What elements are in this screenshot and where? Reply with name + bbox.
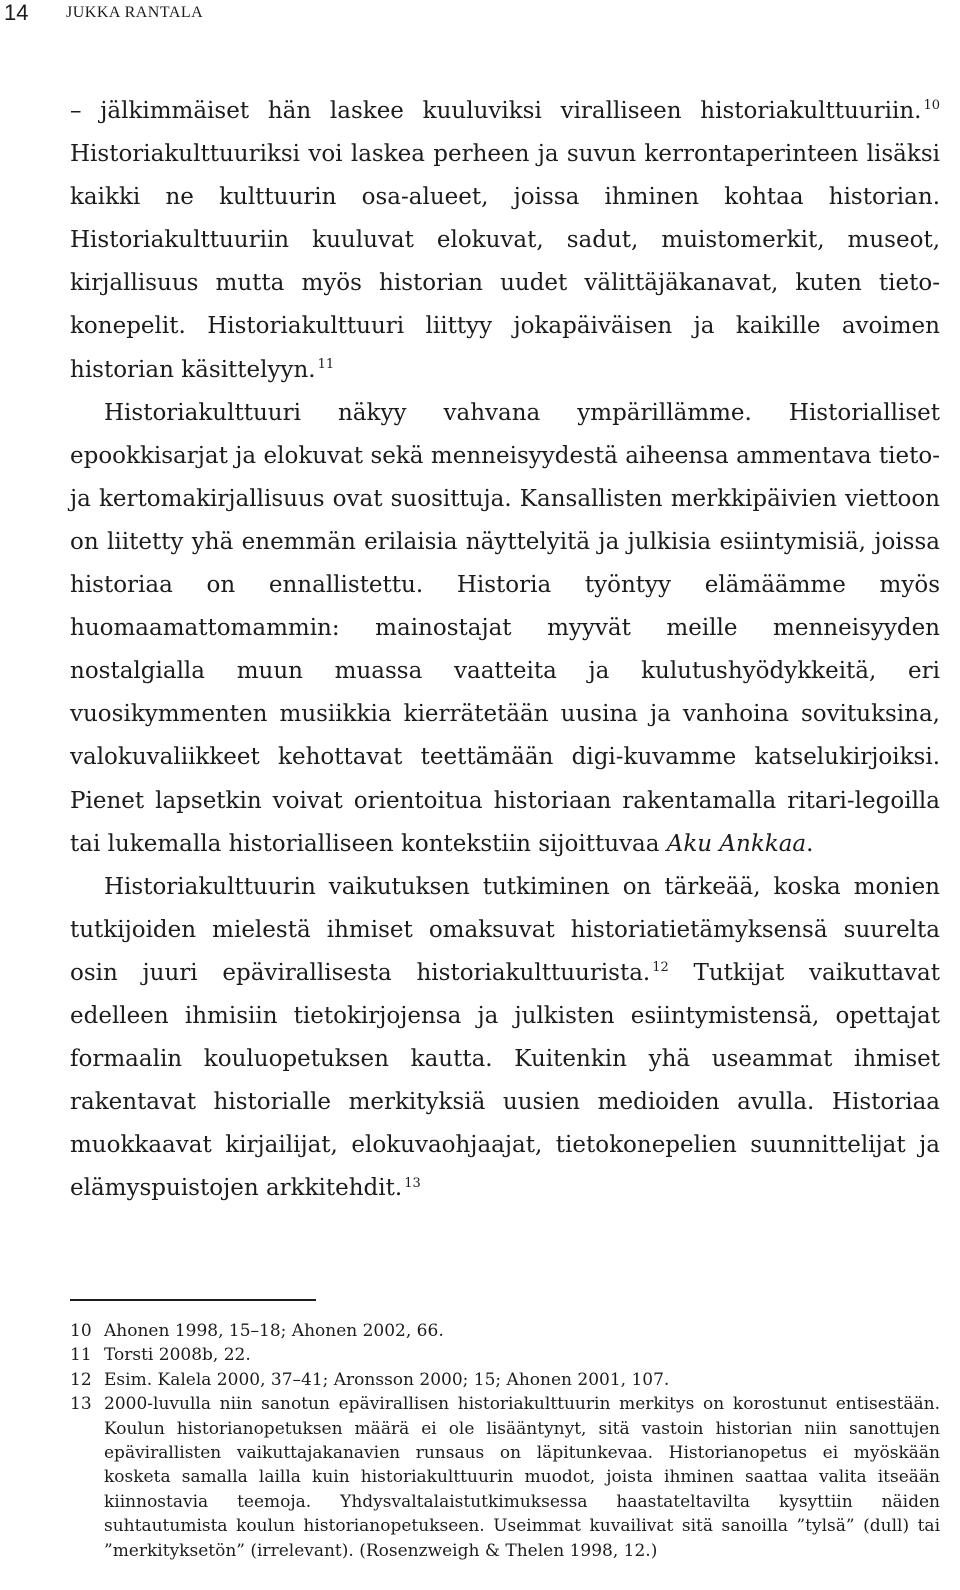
footnote-text: Ahonen 1998, 15–18; Ahonen 2002, 66. xyxy=(104,1321,444,1341)
text-run: Historiakulttuuriksi voi laskea perheen ja suvun kerrontaperinteen lisäksi kaikki ne kulttuurin osa-alueet, joissa ihminen kohtaa historian. Historiakulttuuriin kuuluvat elokuvat, sadut, muistomerkit, museot, kirjallisuus mutta myös historian uudet välittäjäkanavat, kuten tietokonepelit. Historiakulttuuri liittyy jokapäiväisen ja kaikille avoimen historian käsittelyyn. xyxy=(70,141,940,383)
footnote-text: 2000-luvulla niin sanotun epävirallisen historiakulttuurin merkitys on korostunut entisestään. Koulun historianopetuksen määrä ei ole lisääntynyt, sitä vastoin historian niin sanottujen epävirallisten vaikuttajakanavien runsaus on läpitunkevaa. Historianopetus ei myöskään kosketa samalla lailla kuin historiakulttuurin muodot, joista ihminen saattaa valita itseään kiinnostavia teemoja. Yhdysvaltalaistutkimuksessa haastateltavilta kysyttiin näiden suhtautumista koulun historianopetukseen. Useimmat kuvailivat sitä sanoilla ”tylsä” (dull) tai ”merkityksetön” (irrelevant). (Rosenzweigh & Thelen 1998, 12.) xyxy=(104,1394,940,1561)
italic-title: Aku Ankkaa xyxy=(666,830,807,857)
footnote-ref: 12 xyxy=(652,960,669,976)
paragraph xyxy=(70,392,940,866)
footnote-number: 11 xyxy=(70,1345,92,1366)
running-head: JUKKA RANTALA xyxy=(66,4,204,21)
footnote-number: 13 xyxy=(70,1394,92,1415)
footnote-number: 12 xyxy=(70,1369,92,1390)
footnote-ref: 11 xyxy=(317,356,335,372)
page-number: 14 xyxy=(4,0,29,25)
footnote xyxy=(70,1392,940,1563)
body-text xyxy=(70,90,940,1210)
text-run: Tutkijat vaikuttavat edelleen ihmisiin tietokirjojensa ja julkisten esiintymistensä, opettajat formaalin kouluopetuksen kautta. Kuitenkin yhä useammat ihmiset rakentavat historialle merkityksiä uusien medioiden avulla. Historiaa muokkaavat kirjailijat, elokuvaohjaajat, tietokonepelien suunnittelijat ja elämyspuistojen arkkitehdit. xyxy=(70,959,941,1202)
page-header xyxy=(0,0,960,26)
footnote xyxy=(70,1319,940,1343)
text-run: Historiakulttuurin vaikutuksen tutkiminen on tärkeää, koska monien tutkijoiden mielestä ihmiset omaksuvat historiatietämyksensä suurelta osin juuri epävirallisesta historiakulttuurista. xyxy=(70,873,940,986)
footnote-text: Torsti 2008b, 22. xyxy=(104,1345,251,1366)
footnote-ref: 10 xyxy=(923,98,940,114)
footnote xyxy=(70,1343,940,1367)
footnote-text: Esim. Kalela 2000, 37–41; Aronsson 2000; 15; Ahonen 2001, 107. xyxy=(104,1369,670,1390)
footnote xyxy=(70,1368,940,1392)
text-run: – jälkimmäiset hän laskee kuuluviksi viralliseen historiakulttuuriin. xyxy=(70,98,922,124)
footnote-separator xyxy=(70,1299,316,1301)
paragraph xyxy=(70,866,940,1211)
footnotes xyxy=(70,1319,940,1563)
footnote-number: 10 xyxy=(70,1321,92,1341)
text-run: Historiakulttuuri näkyy vahvana ympärillämme. Historialliset epookkisarjat ja elokuvat sekä menneisyydestä aiheensa ammentava tieto- ja kertomakirjallisuus ovat suosittuja. Kansallisten merkkipäivien viettoon on liitetty yhä enemmän erilaisia näyttelyitä ja julkisia esiintymisiä, joissa historiaa on ennallistettu. Historia työntyy elämäämme myös huomaamattomammin: mainostajat myyvät meille menneisyyden nostalgialla muun muassa vaatteita ja kulutushyödykkeitä, eri vuosikymmenten musiikkia kierrätetään uusina ja vanhoina sovituksina, valokuvaliikkeet kehottavat teettämään digi-kuvamme katselukirjoiksi. Pienet lapsetkin voivat orientoitua historiaan rakentamalla ritari-legoilla tai lukemalla historialliseen kontekstiin sijoittuvaa xyxy=(70,399,940,857)
text-run: . xyxy=(806,830,814,857)
footnote-ref: 13 xyxy=(404,1175,421,1191)
paragraph xyxy=(70,90,940,392)
